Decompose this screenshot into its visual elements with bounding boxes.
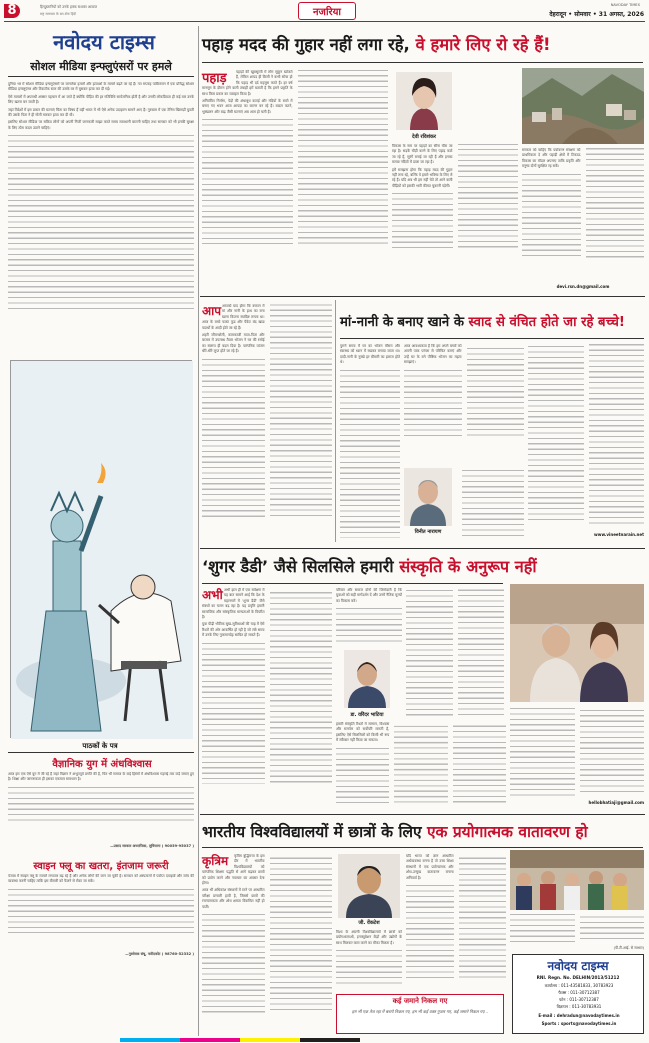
- article3-author-photo: [344, 650, 390, 708]
- article3-body-left: [202, 588, 332, 808]
- article1-paragraph: सरकार को चाहिए कि पर्यावरण संरक्षण को प्राथमिकता दे और पहाड़ी क्षेत्रों में टिकाऊ विकास का मॉडल अपनाए ताकि प्रकृति और मनुष्य दोनों सुरक्षित रह सकें।: [522, 148, 581, 169]
- letter2-body: [8, 874, 194, 950]
- article4-body-col4: [406, 854, 506, 992]
- article2-author: विनीत नारायण: [414, 529, 442, 535]
- letter1-title-text: वैज्ञानिक युग में अंधविश्वास: [52, 759, 152, 770]
- section-divider: [200, 814, 645, 815]
- article4-paragraph: आज भी अधिकांश संस्थानों में रटने पर आधारित परीक्षा प्रणाली हावी है, जिससे छात्रों की रचनात्मकता और शोध क्षमता विकसित नहीं हो पाती।: [202, 888, 265, 909]
- article4-crowd-photo: [510, 850, 644, 910]
- article1-body-left: [202, 70, 388, 292]
- section-name: नजरिया: [312, 7, 342, 18]
- article2-body-col5: [462, 468, 524, 540]
- imprint-reg: RNI. Regn. No. DELHIN/2013/51212: [536, 975, 620, 980]
- letter2-continued-text: [8, 887, 194, 933]
- letter1-text: आज हम एक ऐसे युग में जी रहे हैं जहां विज्ञान ने अभूतपूर्व प्रगति की है, फिर भी समाज के कई हिस्सों में अंधविश्वास गहराई तक जड़ें जमाए हुए है। शिक्षा और जागरूकता ही इसका एकमात्र समाधान है।: [8, 772, 194, 782]
- quote-text: हम भी एक तेज रहा में बनाये निकल गए, हम भी कई वक्त गुजार गए, कई जमाने निकल गए...: [351, 1009, 489, 1014]
- kicker-spacer: [202, 70, 236, 84]
- article4-continued-text: [336, 948, 402, 988]
- imprint-masthead: नवोदय टाइम्स: [547, 959, 609, 973]
- article2-paragraph: शहरी जीवनशैली, कामकाजी माता-पिता और बाजार में उपलब्ध तैयार भोजन ने घर की रसोई का स्वरूप ही बदल दिया है। पारंपरिक व्यंजन धीरे-धीरे लुप्त होते जा रहे हैं।: [202, 333, 265, 354]
- article4-body-left: [202, 854, 332, 1032]
- page-header: [0, 0, 649, 22]
- kicker-spacer: [202, 854, 234, 868]
- article3-paragraph: युवा पीढ़ी भौतिक सुख-सुविधाओं की चाह में ऐसे रिश्तों की ओर आकर्षित हो रही है जो लंबे समय में उनके लिए नुकसानदेह साबित हो सकते हैं।: [202, 622, 265, 638]
- color-registration-marks: [0, 1037, 649, 1043]
- author-portrait: [344, 650, 390, 708]
- article2-kicker: आप: [202, 304, 222, 318]
- article1-flood-photo: [522, 68, 644, 144]
- dateline: देहरादून • सोमवार • 31 अगस्त, 2026: [549, 11, 644, 18]
- editorial-body: [8, 82, 194, 354]
- article3-continued-text: [406, 588, 504, 718]
- article3-kicker: अभी: [202, 588, 223, 602]
- letters-rule: [8, 752, 194, 753]
- header-rule: [4, 21, 645, 22]
- quote-title: कई जमाने निकल गए: [392, 997, 448, 1005]
- article4-body-middle: [336, 930, 402, 992]
- article2-body-col3: [340, 344, 400, 540]
- editorial-masthead: नवोदय टाइम्स: [53, 30, 155, 54]
- imprint-line: Sports : sports@navodaytimes.in: [541, 1021, 617, 1026]
- imprint-line: E-mail : dehradun@navodaytimes.in: [538, 1013, 620, 1018]
- article2-headline: [340, 316, 645, 330]
- imprint-line: विज्ञापन : 011-30783931: [556, 1004, 602, 1009]
- article2-body-right: [528, 344, 644, 530]
- print-registration-strip: [0, 1037, 649, 1043]
- article2-continued-text: [528, 344, 644, 524]
- article1-paragraph: विकास के नाम पर पहाड़ों का सीना चीरा जा रहा है। सड़कें चौड़ी करने के लिए पहाड़ काटे जा रहे हैं, सुरंगें बनाई जा रही हैं और इनका मलबा नदियों में डाला जा रहा है।: [392, 144, 453, 165]
- author-portrait: [396, 72, 452, 130]
- graduation-photo: [510, 850, 644, 910]
- article3-paragraph: परिवार और समाज दोनों की जिम्मेदारी है कि युवाओं को सही मार्गदर्शन दें और उनमें नैतिक मूल्यों का विकास करें।: [336, 588, 402, 603]
- editorial-continued-text: [8, 133, 194, 313]
- article4-continued-text: [510, 912, 644, 942]
- article4-headline-black: भारतीय विश्वविद्यालयों में छात्रों के लिए: [202, 823, 422, 841]
- section-divider: [200, 548, 645, 549]
- article4-headline-red: एक प्रयोगात्मक वातावरण हो: [426, 823, 588, 841]
- article4-kicker: कृत्रिम: [202, 854, 229, 868]
- article2-paragraph: आपको याद होगा कि बचपन में मां और नानी के हाथ का बना खाना कितना स्वादिष्ट लगता था। आज के बच्चे फास्ट फूड और पैकेट बंद खाद्य पदार्थों के आदी होते जा रहे हैं।: [202, 304, 265, 330]
- letter1-continued-text: [8, 785, 194, 825]
- imprint-line: फोन : 011-30712387: [559, 997, 599, 1002]
- article4-paragraph: कृत्रिम बुद्धिमत्ता के इस दौर में भारतीय विश्वविद्यालयों को पारंपरिक शिक्षण पद्धति से आगे बढ़कर छात्रों को प्रयोग करने और नवाचार का अवसर देना होगा।: [202, 854, 265, 886]
- article2-body-left: [202, 304, 332, 542]
- article2-paragraph: आज आवश्यकता है कि हम अपने बच्चों को अपनी पाक परंपरा से परिचित कराएं और उन्हें घर के बने पौष्टिक भोजन का महत्व समझाएं।: [404, 344, 462, 365]
- article4-body-right: [510, 912, 644, 946]
- imprint-line: फैक्स : 011-30712387: [558, 990, 600, 995]
- letter2-author: —गुरसेवक संधू, फरीदकोट ( 98760-52332 ): [125, 952, 194, 956]
- article1-kicker: पहाड़: [202, 71, 227, 86]
- imprint-line: कार्यालय : 011-43581833, 30783923: [544, 983, 614, 988]
- article1-headline-red: वे हमारे लिए रो रहे हैं!: [415, 35, 551, 54]
- article4-paragraph: यदि भारत को ज्ञान आधारित अर्थव्यवस्था बनना है तो उच्च शिक्षा संस्थानों में एक प्रयोगात्मक और शोध-उन्मुख वातावरण बनाना अनिवार्य है।: [406, 854, 454, 880]
- author-portrait: [404, 468, 452, 526]
- letter1-body: [8, 772, 194, 842]
- article3-email: hellobhatiaji@gmail.com: [588, 800, 644, 805]
- article1-headline-black: पहाड़ मदद की गुहार नहीं लगा रहे,: [202, 35, 410, 54]
- article4-paragraph: विश्व के अग्रणी विश्वविद्यालयों में छात्रों को प्रयोगशालाओं, इनक्यूबेशन केंद्रों और उद्योगों के साथ मिलकर काम करने का मौका मिलता है।: [336, 930, 402, 945]
- landslide-photo: [522, 68, 644, 144]
- editorial-column: [4, 26, 196, 1036]
- article1-paragraph: हमें समझना होगा कि पहाड़ मदद की गुहार नहीं लगा रहे, बल्कि वे हमारे भविष्य के लिए रो रहे हैं। यदि अब भी हम नहीं चेते तो आने वाली पीढ़ियों को इसकी भारी कीमत चुकानी पड़ेगी।: [392, 167, 453, 188]
- letters-caption: पाठकों के पत्र: [82, 742, 118, 750]
- article3-body-middle2: [336, 722, 506, 808]
- article3-continued-text: [336, 606, 402, 646]
- imprint-box: [512, 954, 644, 1034]
- editorial-cartoon: [10, 360, 192, 738]
- quote-box: [336, 994, 504, 1034]
- article2-continued-text: [462, 468, 524, 538]
- kicker-spacer: [202, 588, 224, 600]
- article3-headline-black: ‘शुगर डैडी’ जैसे सिलसिले हमारी: [202, 557, 394, 576]
- couple-photo: [510, 584, 644, 702]
- article4-headline: [202, 824, 645, 840]
- article3-body-col4: [406, 588, 504, 718]
- letter1-title: [8, 756, 196, 770]
- letter1-author: —प्रसाद सरकार अध्यापिका, लुधियाना ( 90059-95037 ): [110, 844, 194, 848]
- article4-author-photo: [338, 854, 400, 918]
- article3-paragraph: अभी हाल ही में एक सर्वेक्षण में यह बात सामने आई कि देश के महानगरों में ‘शुगर डैडी’ जैसे संबंधों का चलन बढ़ रहा है। यह प्रवृत्ति हमारी सामाजिक और सांस्कृतिक मान्यताओं के विपरीत है।: [202, 588, 265, 620]
- article2-body-col4: [404, 344, 524, 462]
- article1-paragraph: अनियंत्रित निर्माण, पेड़ों की अंधाधुंध कटाई और नदियों के रास्ते में बनाए गए भवन आज आपदा का कारण बन रहे हैं। बादल फटने, भूस्खलन और बाढ़ जैसी घटनाएं अब आम हो चली हैं।: [202, 99, 293, 114]
- article2-website: www.vineetnarain.net: [594, 532, 644, 537]
- header-tagline-2: राष्ट्र समाचार के बन-रोक हिंदी: [40, 12, 77, 16]
- editorial-paragraph: ऐसे मामलों में अपराधी अक्सर पहचान में आ जाते हैं क्योंकि पीड़ित की हर गतिविधि सार्वजनिक होती है और उनकी लोकप्रियता ही कई बार उनके लिए खतरा बन जाती है।: [8, 94, 194, 105]
- article3-couple-photo: [510, 584, 644, 702]
- article-mountains: [200, 26, 645, 294]
- article4-author: जी. वेंकटेश: [358, 920, 380, 926]
- column-divider: [198, 26, 199, 1036]
- article3-continued-text: [510, 706, 644, 796]
- article2-author-photo: [404, 468, 452, 526]
- article3-body-middle: [336, 588, 402, 646]
- editorial-title: सोशल मीडिया इन्फ्लुएंसरों पर हमले: [30, 60, 172, 73]
- kicker-spacer: [202, 304, 222, 316]
- article2-col-divider: [335, 300, 336, 542]
- article2-headline-rule: [340, 338, 644, 339]
- article3-headline-red: संस्कृति के अनुरूप नहीं: [399, 557, 537, 576]
- editorial-paragraph: इसलिए सोशल मीडिया पर सक्रिय लोगों को अपनी निजी जानकारी साझा करते समय सावधानी बरतनी चाहिए तथा सरकार को भी इनकी सुरक्षा के लिए ठोस कदम उठाने चाहिएं।: [8, 120, 194, 130]
- article2-paragraph: पुराने समय में घर का भोजन मौसम और स्वास्थ्य को ध्यान में रखकर बनाया जाता था। दादी-नानी के नुस्खे हर बीमारी का इलाज होते थे।: [340, 344, 400, 365]
- cartoon-illustration: [11, 361, 193, 739]
- page-number: 8: [7, 3, 17, 18]
- editorial-paragraph: दुनिया भर में सोशल मीडिया इन्फ्लुएंसरों पर जानलेवा हमलों और हत्याओं के मामले बढ़ते जा रहे हैं। गत सप्ताह पाकिस्तान में एक प्रसिद्ध सोशल मीडिया इन्फ्लुएंसर और टिकटॉक स्टार की उसके घर में घुसकर हत्या कर दी गई।: [8, 82, 194, 92]
- article3-author: डा. वरिंदर भाटिया: [350, 712, 384, 718]
- article1-author: देवी रविशंकर: [412, 134, 436, 140]
- header-tagline-1: हिन्दुस्तानियों को उनके हक्‍क सशक्त आवाज: [40, 5, 98, 9]
- letter2-title: स्वाइन फ्लू का खतरा, इंतजाम जरूरी: [33, 861, 169, 872]
- article1-paragraph: पहाड़ों की खूबसूरती में लोग सुकून खोजते हैं, लेकिन शायद ही किसी ने कभी सोचा हो कि पहाड़ भी दर्द महसूस करते हैं। हर वर्ष मानसून के दौरान होने वाली तबाही हमें बताती है कि हमने प्रकृति के साथ किस प्रकार का व्यवहार किया है।: [202, 70, 293, 96]
- editorial-title-rule: [8, 76, 194, 77]
- article3-headline-rule: [202, 583, 503, 584]
- article1-body-middle: [392, 144, 518, 290]
- article2-headline-red: स्वाद से वंचित होते जा रहे बच्चे!: [468, 315, 625, 330]
- editorial-paragraph: जहां विदेशों में इस प्रकार की घटनाएं चिंता का विषय हैं वहीं भारत में भी ऐसे अनेक उदाहरण सामने आए हैं। गुरुग्राम में एक टेनिस खिलाड़ी युवती की उसके पिता ने ही गोली मारकर हत्या कर दी थी।: [8, 107, 194, 118]
- article-mother-food: [200, 298, 645, 546]
- author-portrait: [338, 854, 400, 918]
- article3-headline: [202, 558, 645, 575]
- letter2-text: पंजाब में स्वाइन फ्लू के मामले लगातार बढ़ रहे हैं और अनेक लोगों की जान जा चुकी है। सरकार को अस्पतालों में पर्याप्त दवाइयों और जांच की व्यवस्था करनी चाहिए ताकि इस बीमारी को फैलने से रोका जा सके।: [8, 874, 194, 884]
- article-universities: [200, 816, 645, 1036]
- article1-headline-rule: [202, 62, 643, 63]
- article2-continued-text: [340, 368, 400, 538]
- article3-paragraph: हमारी संस्कृति रिश्तों में सम्मान, विश्वास और समर्पण को सर्वोपरि मानती है, इसलिए ऐसे सिलसिलों को किसी भी रूप में स्वीकार नहीं किया जा सकता।: [336, 722, 390, 743]
- right-masthead-mini: NAVODAY TIMES: [610, 3, 640, 7]
- article-sugar-daddy: [200, 550, 645, 812]
- article1-headline: [202, 36, 645, 53]
- article3-body-right: [510, 706, 644, 798]
- article1-body-right: [522, 148, 644, 284]
- article4-headline-rule: [202, 847, 643, 848]
- section-divider: [200, 296, 645, 297]
- article1-email: devi.rsn.dn@gmail.com: [556, 284, 610, 289]
- article4-signoff: (पी.टी.आई. से साभार): [613, 946, 644, 950]
- article2-headline-black: मां-नानी के बनाए खाने के: [340, 315, 464, 330]
- article1-author-photo: [396, 72, 452, 130]
